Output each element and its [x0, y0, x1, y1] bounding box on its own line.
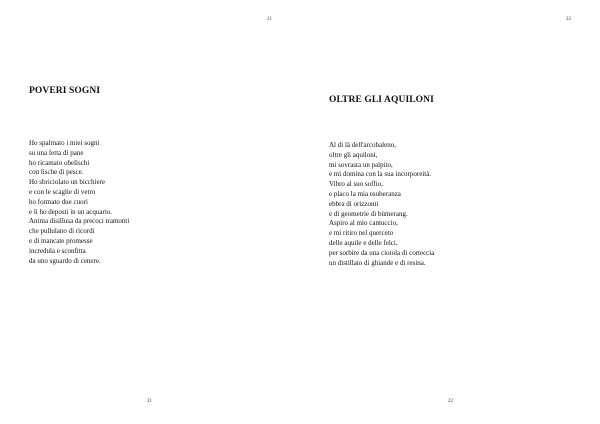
poem-body	[29, 139, 129, 266]
poem-line: incredula e sconfitta	[29, 246, 86, 255]
poem-line: Ho spalmato i miei sogni	[29, 139, 100, 147]
poem-line: un distillato di ghiande e di resina.	[329, 258, 426, 267]
poem-line: e mi ritiro nel querceto	[329, 229, 394, 238]
poem-line: mi sovrasta un palpito,	[329, 160, 393, 169]
poem-line: su una fetta di pane	[29, 148, 84, 157]
poem-line: che pullulano di ricordi	[29, 227, 95, 236]
footer-page-number: 21	[147, 399, 152, 404]
poem-line: con lische di pesce.	[29, 168, 84, 177]
poem-line: per sorbire da una ciotola di corteccia	[329, 248, 435, 257]
poem-line: oltre gli aquiloni,	[329, 150, 378, 159]
header-page-number: 22	[566, 17, 571, 22]
poem-title: POVERI SOGNI	[29, 86, 101, 96]
poem-line: Ho sbriciolato un bicchiere	[29, 178, 106, 187]
poem-body	[329, 141, 434, 268]
poem-line: ho ricamato obelischi	[29, 158, 90, 167]
footer-page-number: 22	[448, 399, 453, 404]
poem-line: e li ho deposti in un acquario.	[29, 207, 113, 216]
poem-line: da uno sguardo di cenere.	[29, 256, 101, 265]
poem-line: e mi domina con la sua incorporeità.	[329, 170, 432, 179]
poem-line: Anima disillusa da precoci tramonti	[29, 217, 130, 226]
poem-line: e placo la mia esuberanza	[329, 189, 401, 198]
right-page	[300, 0, 600, 424]
poem-line: e con le scaglie di vetro	[29, 187, 96, 196]
poem-line: ho formato due cuori	[29, 197, 88, 206]
poem-title: OLTRE GLI AQUILONI	[329, 95, 434, 105]
poem-line: e di mancate promesse	[29, 236, 93, 245]
poem-line: Al di là dell'arcobaleno,	[329, 141, 396, 149]
poem-line: Vibro al suo soffio,	[329, 180, 383, 189]
poem-line: e di geometrie di bùmerang.	[329, 209, 408, 218]
header-page-number: 21	[267, 17, 272, 22]
poem-line: delle aquile e delle felci,	[329, 238, 398, 247]
poem-line: Aspiro al mio cantuccio,	[329, 219, 398, 228]
poem-line: ebbra di orizzonti	[329, 199, 379, 208]
